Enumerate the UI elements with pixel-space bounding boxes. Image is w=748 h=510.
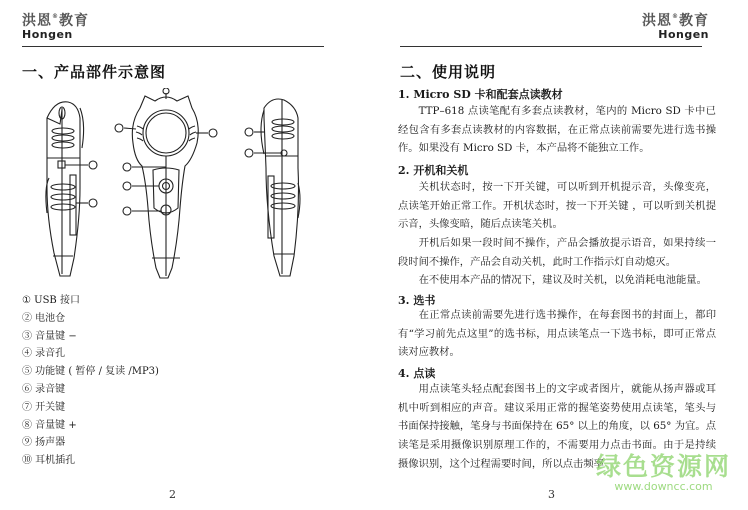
header-rule <box>22 46 324 47</box>
paragraph: 关机状态时，按一下开关键，可以听到开机提示音，头像变亮，点读笔开始正常工作。开机状态时，按一下开关键 ，可以听到关机提示音，头像变暗，随后点读笔关机。 <box>398 181 716 231</box>
legend-item: ② 电池仓 <box>22 312 66 324</box>
brand-en: Hongen <box>658 28 709 41</box>
page-number: 2 <box>169 488 176 501</box>
right-page <box>374 0 748 510</box>
watermark <box>596 454 731 493</box>
brand-cn2: 教育 <box>59 13 89 29</box>
brand-logo <box>22 14 89 40</box>
paragraph: 在正常点读前需要先进行选书操作，在每套图书的封面上，都印有“学习前先点这里”的选书标，用点读笔点一下选书标，即可正常点读对应教材。 <box>398 309 716 359</box>
watermark-url: www.downcc.com <box>614 480 713 493</box>
pen-side-view-right <box>245 99 300 276</box>
header-rule <box>400 46 702 47</box>
brand-cn: 洪恩 <box>642 13 672 29</box>
paragraph: 开机后如果一段时间不操作，产品会播放提示语音，如果持续一段时间不操作，产品会自动关机，此时工作指示灯自动熄灭。 <box>398 237 716 268</box>
brand-cn: 洪恩 <box>22 13 52 29</box>
paragraph: TTP–618 点读笔配有多套点读教材，笔内的 Micro SD 卡中已经包含有多套点读教材的内容数据，在正常点读前需要先进行选书操作。如果没有 Micro SD 卡，本产品将不能独立工作。 <box>398 105 716 155</box>
legend-item: ⑩ 耳机插孔 <box>22 455 76 467</box>
legend-item: ⑥ 录音键 <box>22 383 66 395</box>
brand-en: Hongen <box>22 28 73 41</box>
paragraph: 在不使用本产品的情况下，建议及时关机，以免消耗电池能量。 <box>418 274 707 286</box>
legend-item: ④ 录音孔 <box>22 348 66 360</box>
legend-item: ⑦ 开关键 <box>22 401 66 413</box>
subsection-heading: 1. Micro SD 卡和配套点读教材 <box>398 88 563 101</box>
legend-item: ⑨ 扬声器 <box>22 437 66 449</box>
subsection-heading: 3. 选书 <box>398 294 436 307</box>
legend-item: ⑤ 功能键 ( 暂停 / 复读 /MP3) <box>22 366 159 378</box>
pen-diagram <box>0 88 374 288</box>
legend-item: ③ 音量键 − <box>22 330 77 342</box>
pen-front-view <box>115 88 217 278</box>
brand-logo <box>642 14 709 40</box>
page-number: 3 <box>548 488 555 501</box>
subsection-heading: 4. 点读 <box>398 367 436 380</box>
legend-item: ① USB 接口 <box>22 295 80 306</box>
registered-mark: ® <box>672 13 679 20</box>
paragraph: 用点读笔头轻点配套图书上的文字或者图片，就能从扬声器或耳机中听到相应的声音。建议采用正常的握笔姿势使用点读笔，笔头与书面保持接触，笔身与书面保持在 65° 以上的角度，以 65° 为宜。点读笔是采用摄像识别原理工作的，不需要用力点击书面。由于是持续摄像识别，这个过程需要时间，所以点击频率 <box>398 383 716 470</box>
subsection-heading: 2. 开机和关机 <box>398 164 469 177</box>
legend-item: ⑧ 音量键 + <box>22 419 77 431</box>
section-title: 二、使用说明 <box>400 63 497 81</box>
section-title: 一、产品部件示意图 <box>22 63 167 81</box>
pen-side-view-left <box>46 102 97 276</box>
parts-legend <box>22 292 159 470</box>
registered-mark: ® <box>52 13 59 20</box>
brand-cn2: 教育 <box>679 13 709 29</box>
watermark-text: 绿色资源网 <box>596 452 732 481</box>
